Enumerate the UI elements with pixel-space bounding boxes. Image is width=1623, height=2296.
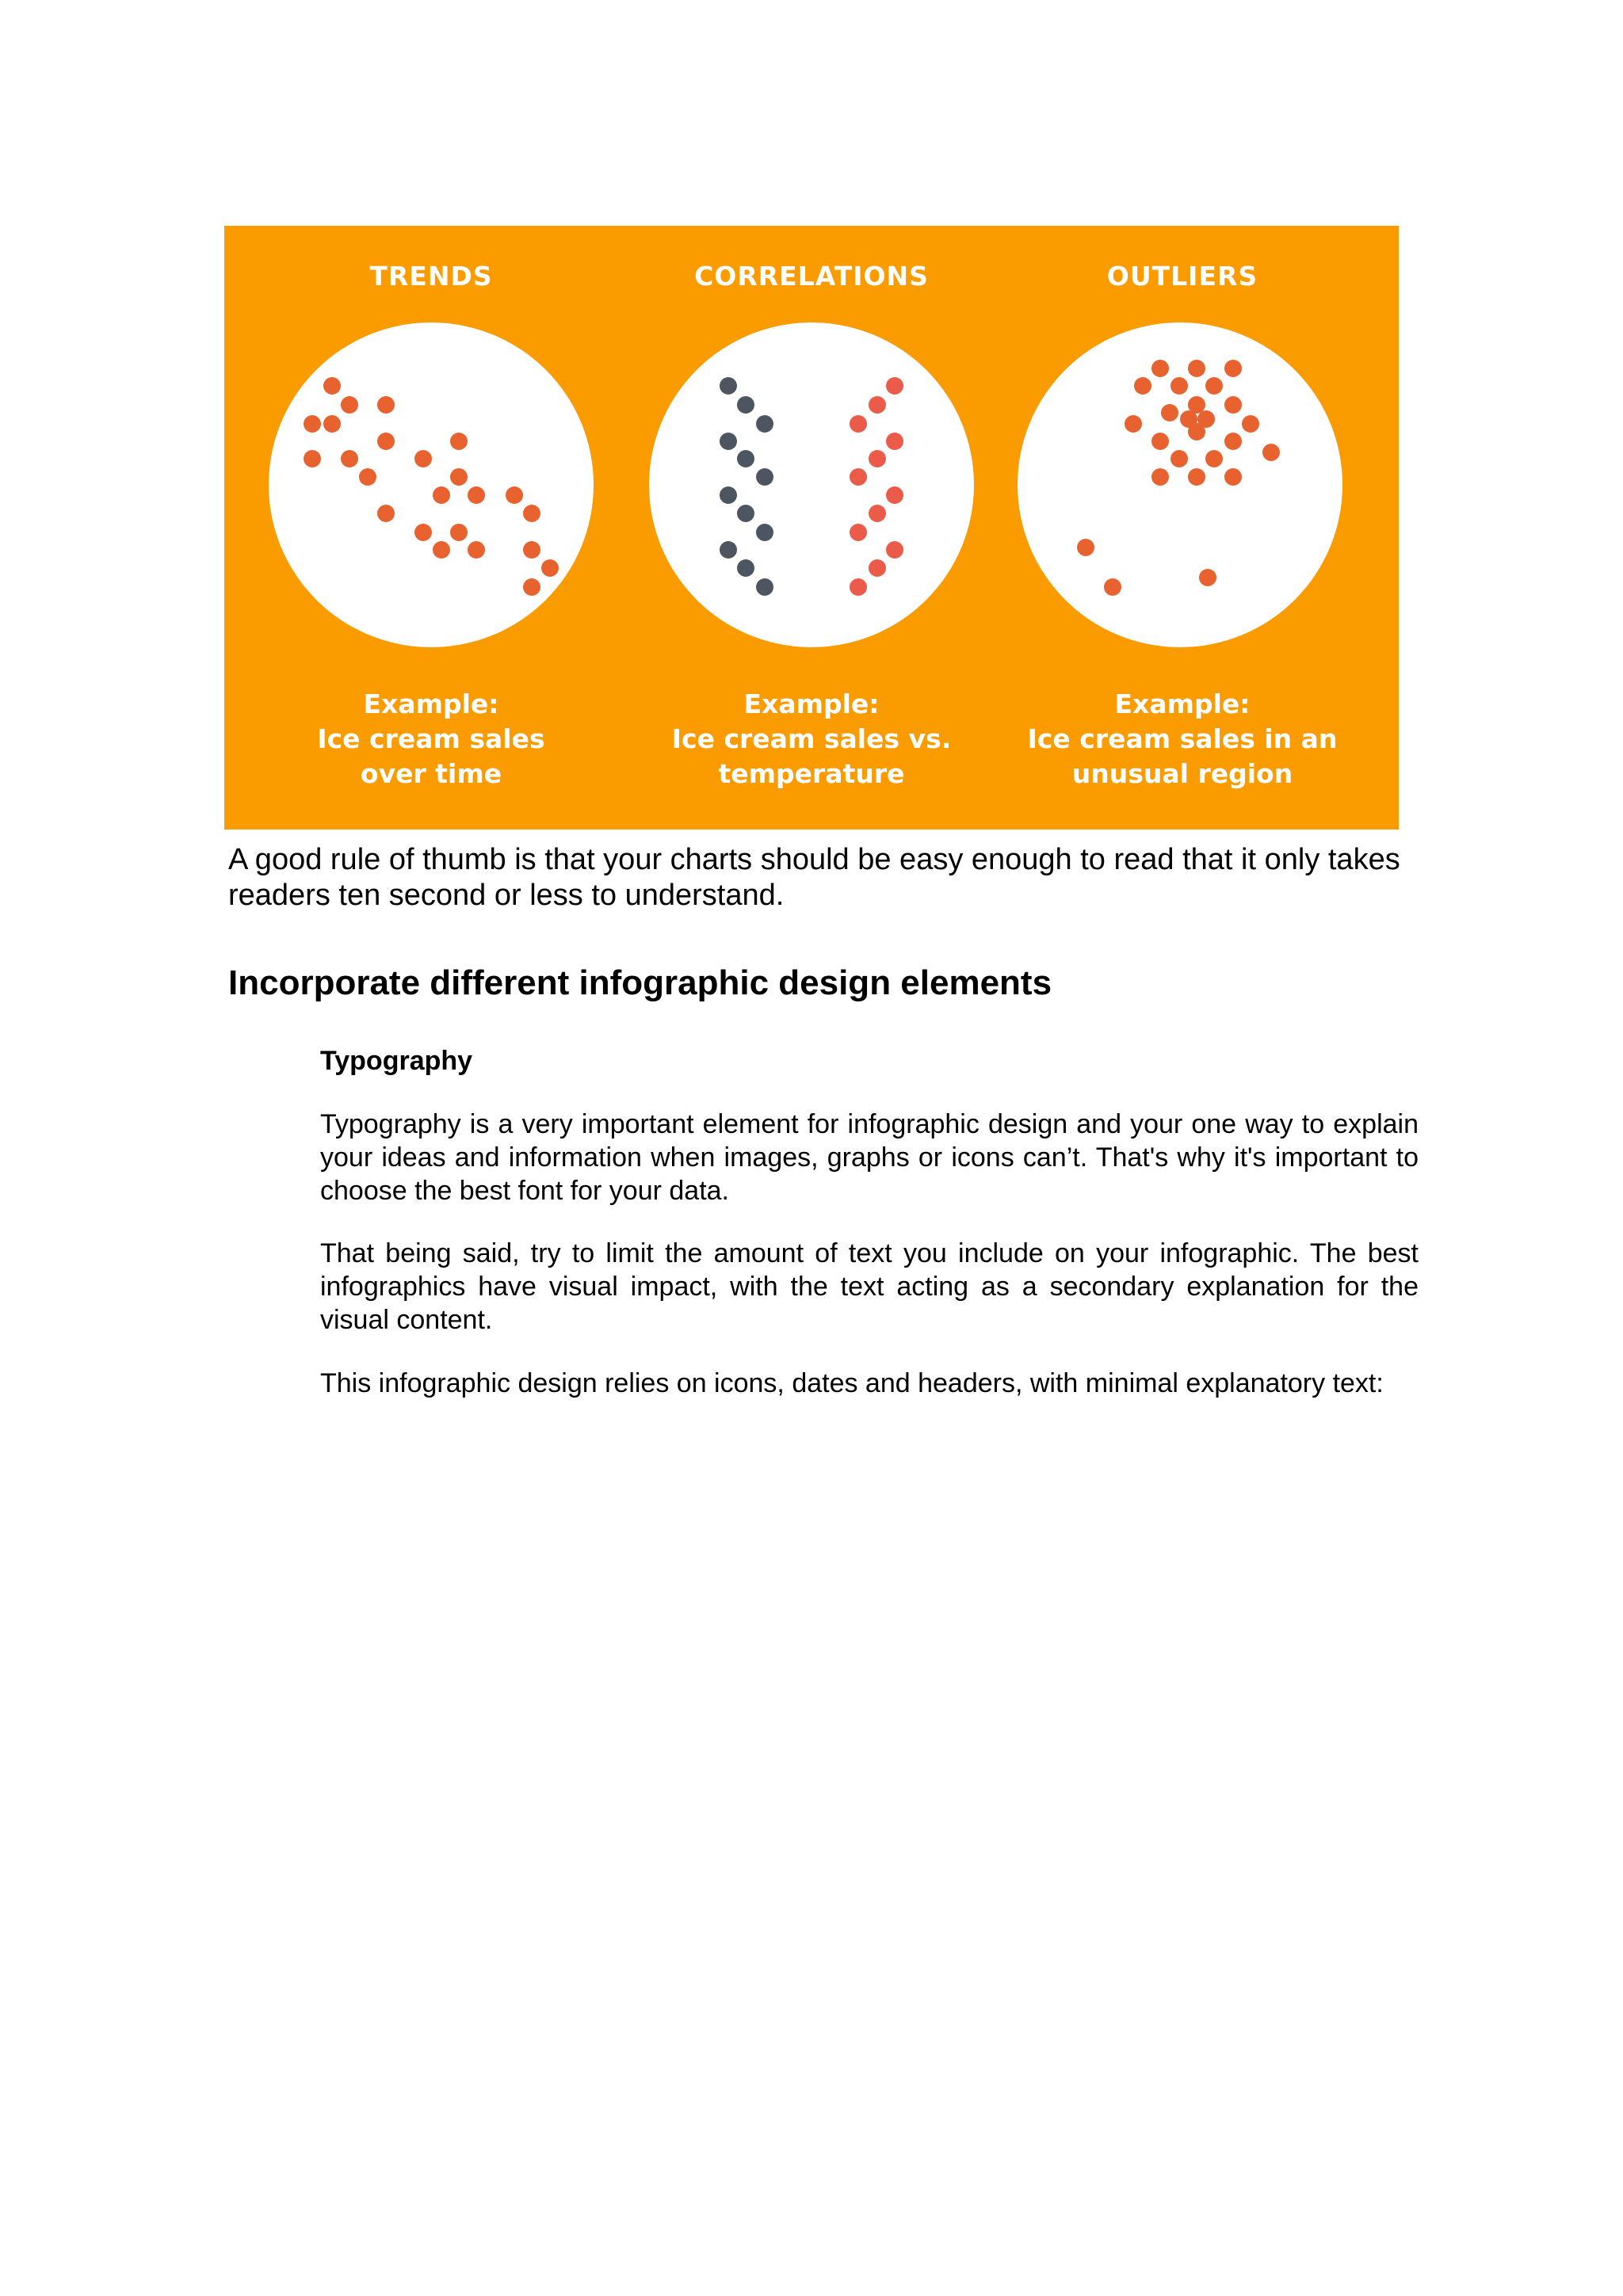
correlations-dot-10	[720, 541, 737, 559]
trends-dot-24	[523, 578, 540, 596]
outliers-dot-20	[1188, 468, 1205, 486]
intro-text: A good rule of thumb is that your charts should be easy enough to read that it only takes readers ten second or less to understand.	[228, 843, 1400, 912]
trends-dot-23	[541, 559, 559, 577]
trends-dot-15	[506, 486, 523, 504]
outliers-caption	[996, 687, 1369, 791]
correlations-dot-6	[756, 468, 773, 486]
outliers-dot-3	[1224, 360, 1242, 377]
outliers-dot-23	[1077, 539, 1094, 556]
typography-paragraph-2: That being said, try to limit the amount of text you include on your infographic. The best infographics have visual impact, with the text acting as a secondary explanation for the visual content.	[320, 1238, 1419, 1335]
typography-paragraph-1: Typography is a very important element for infographic design and your one way to explain your ideas and information when images, graphs or icons can’t. That's why it's important to choose the best font for your data.	[320, 1109, 1419, 1206]
outliers-dot-24	[1104, 578, 1121, 596]
correlations-dot-9	[756, 524, 773, 541]
correlations-dot-2	[737, 396, 754, 414]
outliers-dot-15	[1188, 423, 1205, 441]
outliers-dot-18	[1205, 450, 1223, 467]
trends-dot-9	[341, 450, 358, 467]
outliers-title: OUTLIERS	[1106, 261, 1258, 292]
trends-dot-4	[304, 415, 321, 433]
outliers-dot-6	[1205, 377, 1223, 395]
correlations-dot-11	[737, 559, 754, 577]
outliers-dot-17	[1170, 450, 1188, 467]
correlations-dot-3	[756, 415, 773, 433]
trends-caption-line-3: over time	[360, 758, 502, 789]
trends-dot-22	[523, 541, 540, 559]
trends-circle	[269, 322, 594, 647]
outliers-caption-line-1: Example:	[1114, 688, 1251, 719]
correlations-dot-24	[850, 578, 867, 596]
correlations-circle	[649, 322, 974, 647]
correlations-dot-16	[886, 433, 903, 450]
outliers-dot-2	[1188, 360, 1205, 377]
outliers-panel	[996, 226, 1369, 830]
trends-dot-11	[414, 450, 432, 467]
correlations-dot-20	[869, 505, 886, 522]
trends-title: TRENDS	[369, 261, 493, 292]
outliers-circle	[1018, 322, 1342, 647]
trends-dot-17	[523, 505, 540, 522]
correlations-panel	[625, 226, 998, 830]
outliers-dot-8	[1224, 396, 1242, 414]
correlations-caption-line-2: Ice cream sales vs.	[671, 723, 952, 754]
correlations-dot-4	[720, 433, 737, 450]
intro-paragraph	[228, 842, 1433, 913]
correlations-dot-5	[737, 450, 754, 467]
correlations-dot-21	[850, 524, 867, 541]
trends-dot-18	[414, 524, 432, 541]
trends-dot-13	[433, 486, 450, 504]
trends-dot-2	[341, 396, 358, 414]
outliers-caption-line-2: Ice cream sales in an	[1027, 723, 1338, 754]
correlations-caption-line-3: temperature	[718, 758, 905, 789]
correlations-dot-22	[886, 541, 903, 559]
outliers-dot-16	[1224, 433, 1242, 450]
trends-caption-line-2: Ice cream sales	[317, 723, 545, 754]
correlations-dot-19	[886, 486, 903, 504]
correlations-dot-1	[720, 377, 737, 395]
trends-dot-1	[323, 377, 341, 395]
outliers-dots	[1018, 322, 1342, 647]
trends-dot-7	[450, 433, 468, 450]
infographic-banner	[224, 226, 1399, 830]
outliers-dot-19	[1151, 468, 1169, 486]
trends-dot-10	[359, 468, 376, 486]
correlations-dots	[649, 322, 974, 647]
correlations-dot-7	[720, 486, 737, 504]
outliers-dot-12	[1125, 415, 1142, 433]
correlations-dot-8	[737, 505, 754, 522]
outliers-dot-14	[1151, 433, 1169, 450]
correlations-dot-17	[869, 450, 886, 467]
trends-panel	[245, 226, 617, 830]
correlations-dot-14	[869, 396, 886, 414]
trends-dot-16	[377, 505, 395, 522]
trends-caption	[245, 687, 617, 791]
trends-dot-6	[377, 433, 395, 450]
outliers-dot-1	[1151, 360, 1169, 377]
typography-subheading: Typography	[320, 1046, 473, 1076]
correlations-caption-line-1: Example:	[743, 688, 880, 719]
trends-dot-14	[468, 486, 485, 504]
typography-paragraph-3: This infographic design relies on icons, dates and headers, with minimal explanatory text:	[320, 1368, 1384, 1398]
outliers-dot-4	[1134, 377, 1151, 395]
correlations-dot-13	[886, 377, 903, 395]
trends-caption-line-1: Example:	[363, 688, 499, 719]
outliers-dot-22	[1262, 444, 1280, 461]
outliers-dot-21	[1224, 468, 1242, 486]
correlations-dot-18	[850, 468, 867, 486]
trends-dot-3	[377, 396, 395, 414]
trends-dot-19	[450, 524, 468, 541]
trends-dot-8	[304, 450, 321, 467]
outliers-dot-5	[1170, 377, 1188, 395]
trends-dot-12	[450, 468, 468, 486]
outliers-dot-25	[1199, 569, 1216, 586]
outliers-caption-line-3: unusual region	[1071, 758, 1293, 789]
trends-dots	[269, 322, 594, 647]
trends-dot-5	[323, 415, 341, 433]
correlations-dot-12	[756, 578, 773, 596]
trends-dot-21	[468, 541, 485, 559]
outliers-dot-9	[1161, 404, 1178, 421]
correlations-dot-23	[869, 559, 886, 577]
outliers-dot-13	[1242, 415, 1259, 433]
correlations-title: CORRELATIONS	[694, 261, 929, 292]
section-heading: Incorporate different infographic design elements	[228, 963, 1052, 1002]
correlations-caption	[625, 687, 998, 791]
correlations-dot-15	[850, 415, 867, 433]
trends-dot-20	[433, 541, 450, 559]
